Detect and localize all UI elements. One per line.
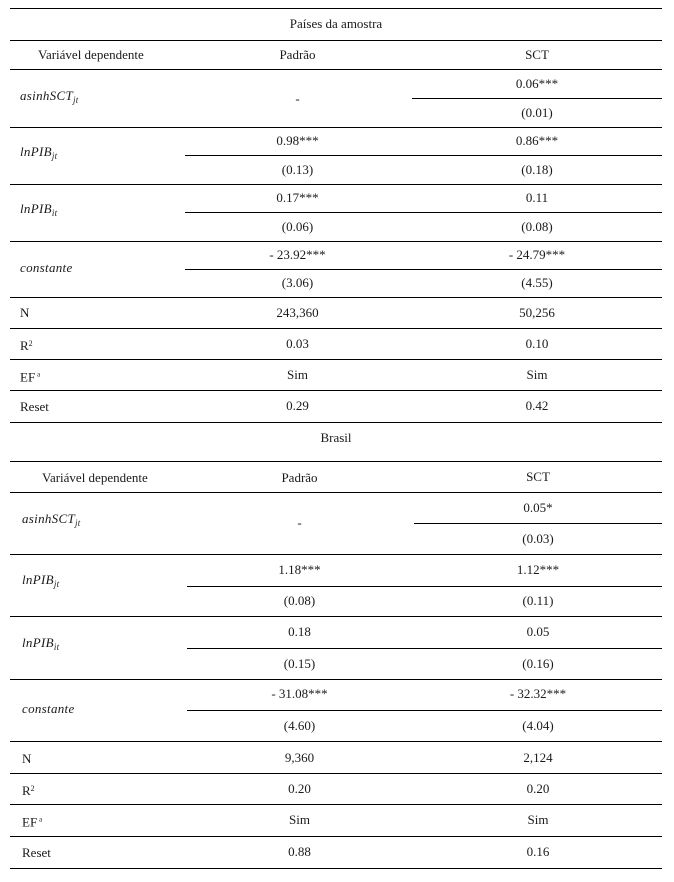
row-label-constante: constante bbox=[20, 260, 73, 275]
cell-coef: 0.05* bbox=[523, 500, 553, 515]
cell-coef: - 32.32*** bbox=[509, 686, 567, 701]
header-col-sct: SCT bbox=[526, 469, 550, 484]
stat-ef-value: Sim bbox=[526, 367, 548, 382]
cell-se: (0.16) bbox=[522, 656, 554, 671]
stat-reset-value: 0.16 bbox=[526, 844, 550, 859]
cell-coef: - 23.92*** bbox=[269, 247, 326, 262]
var-sub: jt bbox=[74, 518, 81, 528]
cell-se: (3.06) bbox=[281, 275, 314, 290]
rule bbox=[10, 297, 662, 298]
stat-label-sup: 2 bbox=[28, 339, 33, 348]
cell-se: (0.13) bbox=[281, 162, 314, 177]
cell-coef: 1.18*** bbox=[278, 562, 321, 577]
var-name: lnPIB bbox=[22, 635, 54, 650]
rule bbox=[10, 836, 662, 837]
var-sub: jt bbox=[51, 151, 58, 161]
cell-coef: - bbox=[295, 91, 300, 106]
rule bbox=[10, 741, 662, 742]
stat-reset-value: 0.42 bbox=[525, 398, 549, 413]
rule bbox=[10, 461, 662, 462]
cell-coef: 0.05 bbox=[526, 624, 550, 639]
cell-se: (0.03) bbox=[522, 531, 554, 546]
rule-partial bbox=[414, 523, 662, 524]
rule-partial bbox=[187, 648, 662, 649]
cell-coef: 0.18 bbox=[288, 624, 311, 639]
stat-label-text: EF bbox=[20, 369, 36, 385]
rule bbox=[10, 69, 662, 70]
rule bbox=[10, 804, 662, 805]
stat-reset-value: 0.88 bbox=[288, 844, 311, 859]
cell-coef: 0.98*** bbox=[276, 133, 319, 148]
stat-label-reset: Reset bbox=[20, 399, 49, 414]
cell-se: (0.18) bbox=[521, 162, 553, 177]
stat-label-sup: a bbox=[39, 815, 43, 824]
rule bbox=[10, 328, 662, 329]
stat-label-r2 bbox=[20, 336, 33, 354]
rule-top bbox=[10, 8, 662, 9]
row-label-asinhsct bbox=[22, 511, 81, 531]
rule bbox=[10, 679, 662, 680]
stat-label-text: R bbox=[22, 783, 31, 798]
row-label-lnpib-jt bbox=[20, 144, 57, 164]
cell-coef: 0.06*** bbox=[515, 76, 559, 91]
var-sub: jt bbox=[72, 95, 79, 105]
stat-r2-value: 0.10 bbox=[525, 336, 549, 351]
stat-n-value: 2,124 bbox=[523, 750, 553, 765]
section-title: Países da amostra bbox=[289, 16, 383, 31]
rule bbox=[10, 359, 662, 360]
cell-se: (0.08) bbox=[283, 593, 316, 608]
rule bbox=[10, 492, 662, 493]
var-sub: it bbox=[53, 642, 60, 652]
rule-partial bbox=[185, 269, 662, 270]
var-name: lnPIB bbox=[20, 144, 52, 159]
stat-r2-value: 0.20 bbox=[526, 781, 550, 796]
stat-label-text: EF bbox=[22, 814, 38, 830]
stat-r2-value: 0.03 bbox=[286, 336, 309, 351]
cell-se: (4.55) bbox=[521, 275, 553, 290]
stat-label-sup: a bbox=[37, 370, 41, 379]
cell-se: (0.11) bbox=[522, 593, 554, 608]
stat-label-n: N bbox=[20, 305, 30, 320]
cell-se: (0.08) bbox=[521, 219, 553, 234]
rule-bottom bbox=[10, 868, 662, 869]
var-name: asinhSCT bbox=[20, 88, 73, 103]
cell-coef: - 24.79*** bbox=[508, 247, 566, 262]
stat-label-reset: Reset bbox=[22, 845, 51, 860]
row-label-asinhsct bbox=[20, 88, 79, 108]
cell-coef: 0.86*** bbox=[515, 133, 559, 148]
rule bbox=[10, 241, 662, 242]
header-col-padrao: Padrão bbox=[279, 47, 316, 62]
cell-se: (0.01) bbox=[521, 105, 553, 120]
stat-label-ef bbox=[22, 812, 42, 831]
var-name: asinhSCT bbox=[22, 511, 75, 526]
header-dep-label: Variável dependente bbox=[42, 470, 148, 485]
var-name: lnPIB bbox=[20, 201, 52, 216]
rule bbox=[10, 616, 662, 617]
cell-se: (4.60) bbox=[283, 718, 316, 733]
stat-n-value: 50,256 bbox=[519, 305, 555, 320]
row-label-lnpib-it bbox=[22, 635, 59, 655]
header-dep-label: Variável dependente bbox=[38, 47, 144, 62]
cell-se: (0.15) bbox=[283, 656, 316, 671]
cell-coef: 0.17*** bbox=[276, 190, 319, 205]
stat-label-text: R bbox=[20, 338, 29, 353]
rule bbox=[10, 554, 662, 555]
stat-label-n: N bbox=[22, 751, 32, 766]
cell-se: (0.06) bbox=[281, 219, 314, 234]
header-col-padrao: Padrão bbox=[281, 470, 318, 485]
row-label-lnpib-it bbox=[20, 201, 57, 221]
cell-se: (4.04) bbox=[522, 718, 554, 733]
rule bbox=[10, 40, 662, 41]
rule bbox=[10, 184, 662, 185]
cell-coef: - bbox=[297, 515, 302, 530]
stat-label-r2 bbox=[22, 781, 35, 799]
rule-partial bbox=[187, 710, 662, 711]
header-col-sct: SCT bbox=[525, 47, 549, 62]
rule bbox=[10, 390, 662, 391]
rule bbox=[10, 127, 662, 128]
var-sub: it bbox=[51, 208, 58, 218]
section-title: Brasil bbox=[320, 430, 352, 445]
cell-coef: 0.11 bbox=[525, 190, 549, 205]
row-label-constante: constante bbox=[22, 701, 75, 716]
var-name: lnPIB bbox=[22, 572, 54, 587]
row-label-lnpib-jt bbox=[22, 572, 59, 592]
stat-ef-value: Sim bbox=[287, 367, 308, 382]
stat-ef-value: Sim bbox=[289, 812, 310, 827]
rule-partial bbox=[185, 212, 662, 213]
rule bbox=[10, 422, 662, 423]
stat-label-ef bbox=[20, 367, 40, 386]
cell-coef: - 31.08*** bbox=[271, 686, 328, 701]
var-sub: jt bbox=[53, 579, 60, 589]
stat-n-value: 9,360 bbox=[284, 750, 315, 765]
cell-coef: 1.12*** bbox=[516, 562, 560, 577]
stat-ef-value: Sim bbox=[527, 812, 549, 827]
stat-label-sup: 2 bbox=[30, 784, 35, 793]
stat-reset-value: 0.29 bbox=[286, 398, 309, 413]
rule-partial bbox=[412, 98, 662, 99]
stat-n-value: 243,360 bbox=[276, 305, 319, 320]
stat-r2-value: 0.20 bbox=[288, 781, 311, 796]
rule-partial bbox=[187, 586, 662, 587]
rule-partial bbox=[185, 155, 662, 156]
rule bbox=[10, 773, 662, 774]
